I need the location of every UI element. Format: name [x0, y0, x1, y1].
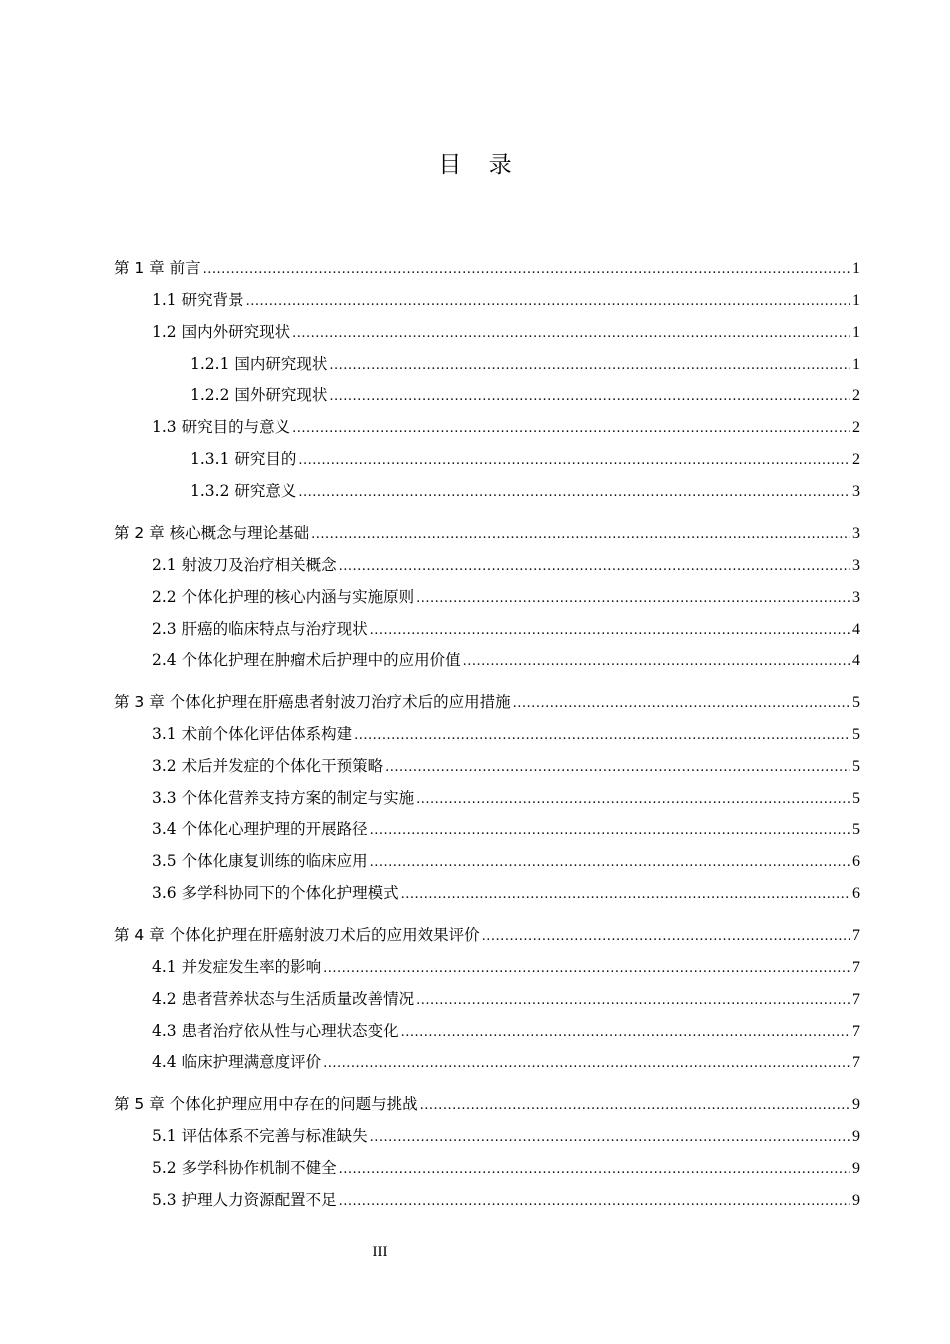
toc-entry-page: 7	[852, 1054, 860, 1071]
toc-entry[interactable]	[114, 692, 860, 714]
toc-dot-leader	[463, 652, 850, 672]
toc-dot-leader	[311, 525, 850, 545]
toc-dot-leader	[339, 1160, 850, 1180]
toc-entry-label: 4.4 临床护理满意度评价	[152, 1053, 322, 1071]
toc-entry-label: 2.4 个体化护理在肿瘤术后护理中的应用价值	[152, 651, 461, 669]
toc-entry[interactable]	[152, 724, 860, 746]
toc-entry-label: 1.2.1 国内研究现状	[190, 355, 328, 373]
toc-entry-page: 4	[852, 652, 860, 669]
toc-dot-leader	[401, 885, 850, 905]
toc-entry-label: 3.4 个体化心理护理的开展路径	[152, 820, 368, 838]
toc-dot-leader	[370, 821, 850, 841]
toc-entry[interactable]	[152, 290, 860, 312]
toc-entry[interactable]	[152, 851, 860, 873]
toc-dot-leader	[298, 451, 850, 471]
toc-entry[interactable]	[114, 925, 860, 947]
toc-entry[interactable]	[190, 385, 860, 407]
toc-entry-page: 3	[852, 557, 860, 574]
toc-dot-leader	[385, 758, 850, 778]
toc-entry-page: 2	[852, 451, 860, 468]
toc-dot-leader	[416, 790, 850, 810]
toc-entry-label: 5.2 多学科协作机制不健全	[152, 1159, 337, 1177]
toc-entry-page: 5	[852, 758, 860, 775]
toc-dot-leader	[401, 1023, 850, 1043]
toc-entry-page: 3	[852, 525, 860, 542]
toc-entry-label: 第 3 章 个体化护理在肝癌患者射波刀治疗术后的应用措施	[114, 693, 511, 711]
toc-entry[interactable]	[152, 989, 860, 1011]
toc-entry-label: 4.3 患者治疗依从性与心理状态变化	[152, 1022, 399, 1040]
toc-entry-page: 1	[852, 356, 860, 373]
toc-dot-leader	[339, 1192, 850, 1212]
toc-entry-label: 4.2 患者营养状态与生活质量改善情况	[152, 990, 415, 1008]
toc-entry-label: 2.2 个体化护理的核心内涵与实施原则	[152, 588, 415, 606]
toc-entry[interactable]	[152, 555, 860, 577]
toc-entry-label: 3.2 术后并发症的个体化干预策略	[152, 757, 384, 775]
toc-entry-label: 第 2 章 核心概念与理论基础	[114, 524, 310, 542]
toc-dot-leader	[370, 621, 850, 641]
toc-entry[interactable]	[152, 1190, 860, 1212]
toc-entry[interactable]	[152, 1052, 860, 1074]
toc-dot-leader	[370, 1128, 850, 1148]
toc-dot-leader	[323, 1054, 850, 1074]
toc-entry-page: 6	[852, 885, 860, 902]
toc-entry-page: 1	[852, 260, 860, 277]
toc-entry-page: 5	[852, 694, 860, 711]
toc-entry-page: 7	[852, 991, 860, 1008]
toc-entry-label: 5.3 护理人力资源配置不足	[152, 1191, 337, 1209]
toc-entry-label: 1.3.1 研究目的	[190, 450, 297, 468]
toc-entry-page: 1	[852, 324, 860, 341]
toc-entry-label: 1.3.2 研究意义	[190, 482, 297, 500]
toc-dot-leader	[416, 991, 850, 1011]
toc-entry[interactable]	[152, 1126, 860, 1148]
toc-entry-page: 2	[852, 387, 860, 404]
toc-dot-leader	[329, 387, 850, 407]
toc-entry[interactable]	[152, 619, 860, 641]
toc-entry-page: 9	[852, 1096, 860, 1113]
toc-entry-page: 3	[852, 589, 860, 606]
toc-entry[interactable]	[190, 481, 860, 503]
toc-entry[interactable]	[152, 322, 860, 344]
toc-entry[interactable]	[114, 258, 860, 280]
toc-dot-leader	[203, 260, 850, 280]
toc-entry-page: 5	[852, 821, 860, 838]
toc-dot-leader	[482, 927, 850, 947]
toc-entry[interactable]	[152, 756, 860, 778]
toc-entry-page: 9	[852, 1128, 860, 1145]
toc-dot-leader	[323, 959, 850, 979]
toc-entry[interactable]	[152, 1158, 860, 1180]
toc-entry[interactable]	[152, 957, 860, 979]
toc-dot-leader	[292, 324, 850, 344]
toc-entry[interactable]	[152, 819, 860, 841]
toc-entry[interactable]	[152, 788, 860, 810]
toc-entry[interactable]	[114, 1094, 860, 1116]
toc-entry-page: 9	[852, 1192, 860, 1209]
toc-entry[interactable]	[152, 417, 860, 439]
page-number-footer: III	[372, 1244, 388, 1260]
toc-entry-label: 3.6 多学科协同下的个体化护理模式	[152, 884, 399, 902]
toc-entry-label: 1.1 研究背景	[152, 291, 244, 309]
toc-entry-label: 3.1 术前个体化评估体系构建	[152, 725, 353, 743]
toc-entry-page: 3	[852, 483, 860, 500]
toc-entry-label: 1.3 研究目的与意义	[152, 418, 291, 436]
toc-entry-page: 5	[852, 790, 860, 807]
toc-entry-label: 1.2.2 国外研究现状	[190, 386, 328, 404]
toc-entry-label: 第 1 章 前言	[114, 259, 201, 277]
toc-entry-page: 1	[852, 292, 860, 309]
toc-dot-leader	[354, 726, 850, 746]
toc-dot-leader	[329, 356, 850, 376]
toc-entry-label: 2.3 肝癌的临床特点与治疗现状	[152, 620, 368, 638]
toc-dot-leader	[292, 419, 850, 439]
toc-entry-page: 6	[852, 853, 860, 870]
toc-entry-page: 9	[852, 1160, 860, 1177]
toc-entry[interactable]	[190, 354, 860, 376]
toc-entry-label: 第 5 章 个体化护理应用中存在的问题与挑战	[114, 1095, 418, 1113]
toc-entry[interactable]	[114, 523, 860, 545]
toc-dot-leader	[420, 1096, 850, 1116]
toc-entry[interactable]	[152, 883, 860, 905]
toc-entry[interactable]	[190, 449, 860, 471]
toc-entry-label: 4.1 并发症发生率的影响	[152, 958, 322, 976]
toc-entry-label: 5.1 评估体系不完善与标准缺失	[152, 1127, 368, 1145]
toc-dot-leader	[298, 483, 850, 503]
toc-entry-label: 3.5 个体化康复训练的临床应用	[152, 852, 368, 870]
toc-entry[interactable]	[152, 650, 860, 672]
toc-entry-page: 2	[852, 419, 860, 436]
toc-dot-leader	[416, 589, 850, 609]
toc-dot-leader	[339, 557, 850, 577]
toc-entry-label: 2.1 射波刀及治疗相关概念	[152, 556, 337, 574]
toc-entry-page: 4	[852, 621, 860, 638]
toc-entry[interactable]	[152, 1021, 860, 1043]
toc-entry-page: 7	[852, 927, 860, 944]
page-title: 目 录	[438, 152, 522, 178]
toc-entry-page: 7	[852, 959, 860, 976]
toc-entry-label: 3.3 个体化营养支持方案的制定与实施	[152, 789, 415, 807]
toc-entry-page: 5	[852, 726, 860, 743]
toc-entry[interactable]	[152, 587, 860, 609]
toc-dot-leader	[246, 292, 850, 312]
toc-dot-leader	[370, 853, 850, 873]
toc-dot-leader	[513, 694, 850, 714]
toc-entry-label: 1.2 国内外研究现状	[152, 323, 291, 341]
toc-entry-page: 7	[852, 1023, 860, 1040]
toc-entry-label: 第 4 章 个体化护理在肝癌射波刀术后的应用效果评价	[114, 926, 480, 944]
